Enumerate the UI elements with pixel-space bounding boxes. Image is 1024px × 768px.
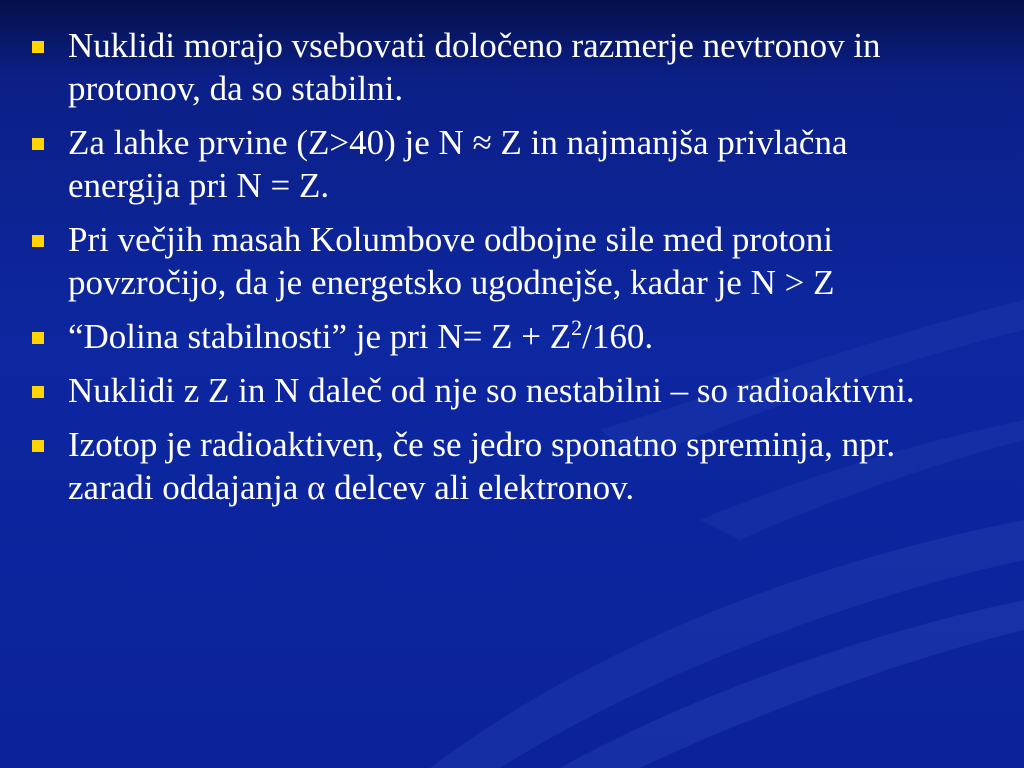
bullet-item [32,369,952,412]
bullet-text: Izotop je radioaktiven, če se jedro sponatno spreminja, npr. zaradi oddajanja α delcev ali elektronov. [68,425,896,507]
formula-tail: /160. [582,317,654,356]
bullet-item [32,315,952,358]
bullet-item [32,423,952,509]
bullet-text [68,315,653,358]
bullet-item [32,24,952,110]
bullet-text: Za lahke prvine (Z>40) je N ≈ Z in najmanjša privlačna energija pri N = Z. [68,123,848,205]
bullet-list [32,24,952,520]
bullet-square-icon [32,235,44,247]
bullet-square-icon [32,41,44,53]
bullet-text: Nuklidi z Z in N daleč od nje so nestabilni – so radioaktivni. [68,371,915,410]
superscript-exponent: 2 [571,315,583,340]
bullet-item [32,121,952,207]
bullet-square-icon [32,440,44,452]
bullet-text: Nuklidi morajo vsebovati določeno razmerje nevtronov in protonov, da so stabilni. [68,26,881,108]
formula-text: “Dolina stabilnosti” je pri N= Z + Z [68,317,572,356]
bullet-square-icon [32,332,44,344]
bullet-text: Pri večjih masah Kolumbove odbojne sile med protoni povzročijo, da je energetsko ugodnejše, kadar je N > Z [68,220,835,302]
bullet-square-icon [32,386,44,398]
bullet-item [32,218,952,304]
bullet-square-icon [32,138,44,150]
